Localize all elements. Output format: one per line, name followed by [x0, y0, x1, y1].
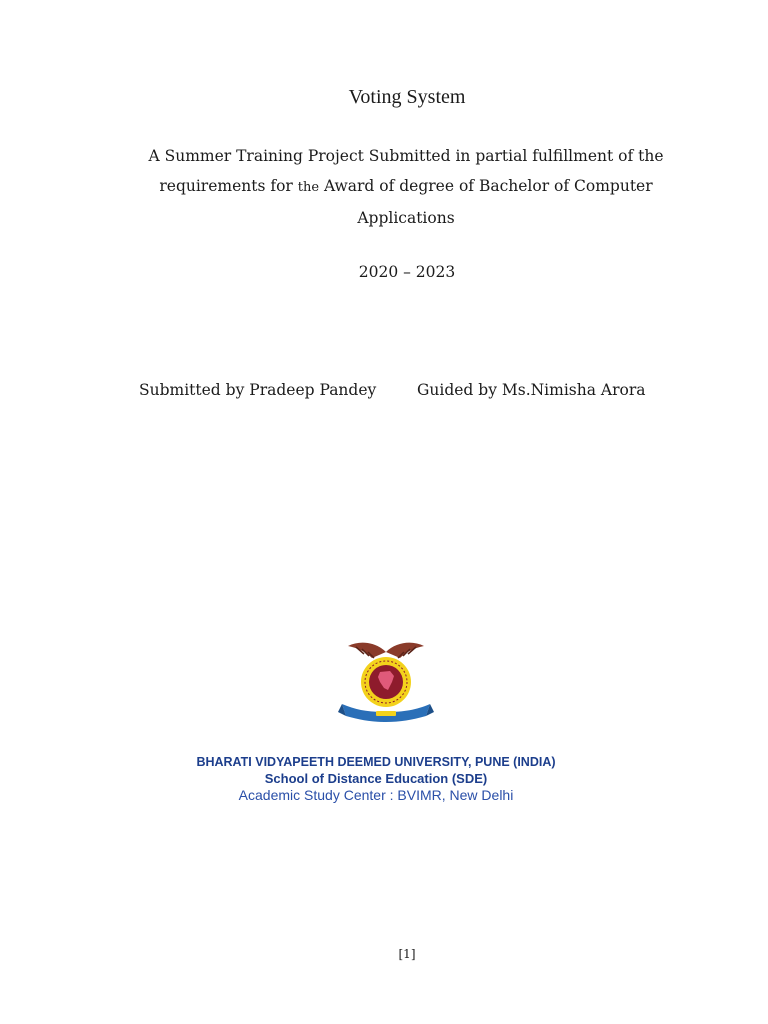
document-subtitle — [140, 141, 672, 233]
university-school: School of Distance Education (SDE) — [264, 771, 488, 786]
university-block — [150, 754, 602, 804]
study-center: Academic Study Center : BVIMR, New Delhi — [238, 787, 514, 803]
subtitle-text-2: Award of degree of Bachelor of Computer Applications — [319, 177, 653, 227]
page-number: [1] — [398, 947, 416, 961]
subtitle-text-the: the — [297, 180, 320, 195]
subtitle-text-1: A Summer Training Project Submitted in partial fulfillment of the requirements for — [148, 147, 664, 195]
university-crest-icon — [338, 638, 434, 722]
document-title: Voting System — [348, 86, 466, 108]
submitted-by: Submitted by Pradeep Pandey — [139, 381, 377, 399]
guided-by: Guided by Ms.Nimisha Arora — [417, 381, 646, 399]
university-name: BHARATI VIDYAPEETH DEEMED UNIVERSITY, PUNE (INDIA) — [196, 755, 556, 769]
project-years: 2020 – 2023 — [358, 263, 456, 281]
